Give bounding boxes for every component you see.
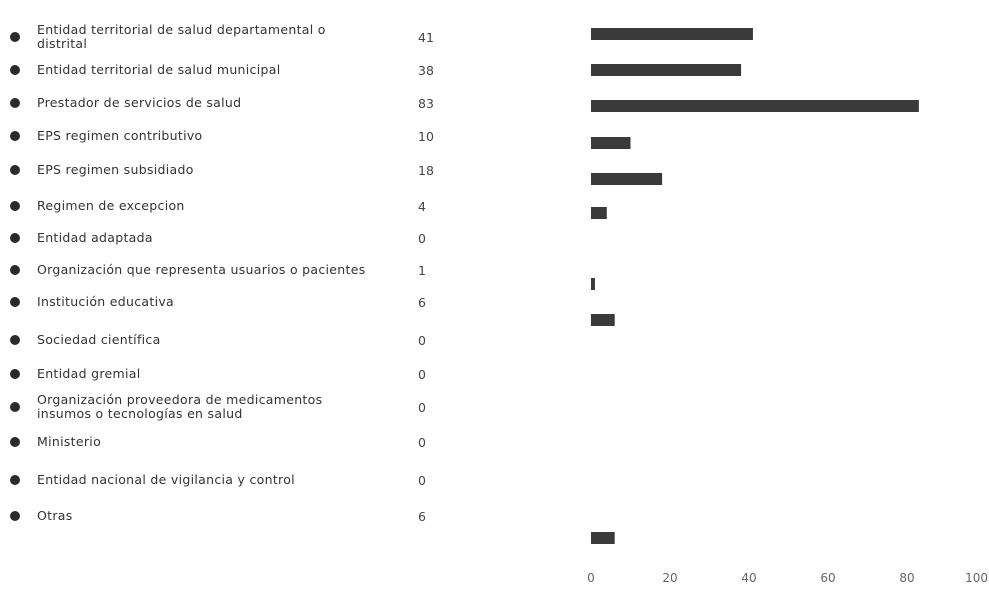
category-label: Institución educativa <box>37 294 175 309</box>
category-label: Sociedad científica <box>37 332 161 347</box>
bar <box>591 28 753 40</box>
bar <box>591 207 607 219</box>
category-label: Entidad gremial <box>37 366 141 381</box>
category-value: 0 <box>418 231 426 246</box>
category-label: Otras <box>37 508 73 523</box>
bar <box>591 64 741 76</box>
bar <box>591 173 662 185</box>
category-label: Entidad territorial de salud departamental o distrital <box>37 22 326 51</box>
category-value: 0 <box>418 435 426 450</box>
category-label: Entidad adaptada <box>37 230 153 245</box>
category-value: 0 <box>418 333 426 348</box>
category-value: 6 <box>418 295 426 310</box>
x-tick-label: 80 <box>899 571 915 585</box>
bar <box>591 100 919 112</box>
category-label: Ministerio <box>37 434 102 449</box>
bar <box>591 137 631 149</box>
x-tick-label: 100 <box>965 571 988 585</box>
category-label: EPS regimen subsidiado <box>37 162 194 177</box>
category-value: 18 <box>418 163 434 178</box>
category-label: Entidad territorial de salud municipal <box>37 62 281 77</box>
category-value: 6 <box>418 509 426 524</box>
category-value: 10 <box>418 129 434 144</box>
category-label: Organización proveedora de medicamentos insumos o tecnologías en salud <box>37 392 323 421</box>
bar <box>591 314 615 326</box>
category-label: Organización que representa usuarios o pacientes <box>37 262 366 277</box>
category-value: 0 <box>418 400 426 415</box>
category-label: EPS regimen contributivo <box>37 128 203 143</box>
x-tick-label: 0 <box>587 571 595 585</box>
category-value: 83 <box>418 96 434 111</box>
category-value: 4 <box>418 199 426 214</box>
x-tick-label: 20 <box>662 571 678 585</box>
category-label: Regimen de excepcion <box>37 198 185 213</box>
x-tick-label: 60 <box>820 571 836 585</box>
category-value: 41 <box>418 30 434 45</box>
category-label: Prestador de servicios de salud <box>37 95 242 110</box>
x-tick-label: 40 <box>741 571 757 585</box>
category-value: 1 <box>418 263 426 278</box>
category-value: 38 <box>418 63 434 78</box>
category-value: 0 <box>418 367 426 382</box>
bar <box>591 532 615 544</box>
category-label: Entidad nacional de vigilancia y control <box>37 472 295 487</box>
bar <box>591 278 595 290</box>
category-value: 0 <box>418 473 426 488</box>
